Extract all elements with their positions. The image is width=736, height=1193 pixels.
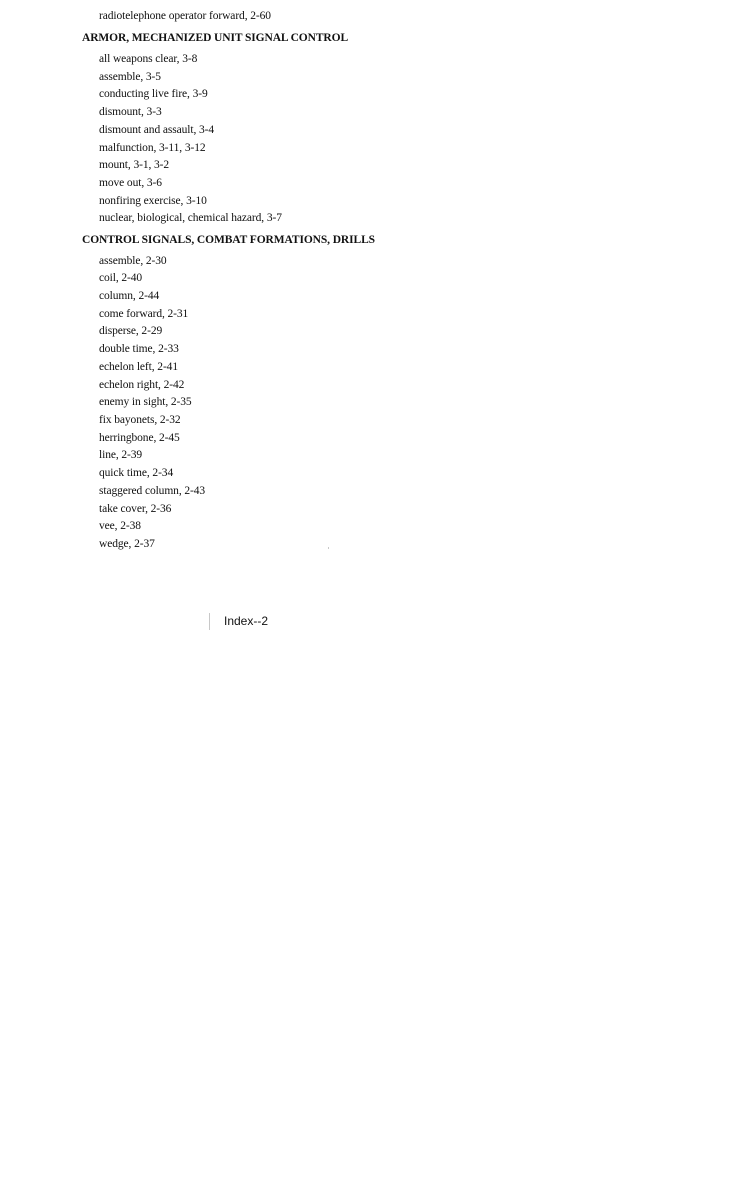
index-entry: wedge, 2-37	[99, 538, 155, 550]
section-heading: ARMOR, MECHANIZED UNIT SIGNAL CONTROL	[82, 32, 349, 44]
index-entry: herringbone, 2-45	[99, 432, 180, 444]
index-entry: enemy in sight, 2-35	[99, 396, 192, 408]
index-entry: dismount and assault, 3-4	[99, 124, 215, 136]
index-entry: assemble, 2-30	[99, 255, 167, 267]
scan-mark	[209, 613, 210, 630]
index-entry: mount, 3-1, 3-2	[99, 159, 170, 171]
index-entry: staggered column, 2-43	[99, 485, 206, 497]
section-heading: CONTROL SIGNALS, COMBAT FORMATIONS, DRILLS	[82, 234, 375, 246]
index-entry: vee, 2-38	[99, 520, 141, 532]
scan-mark	[328, 547, 329, 549]
index-entry: conducting live fire, 3-9	[99, 88, 208, 100]
index-entry: disperse, 2-29	[99, 325, 163, 337]
index-entry: dismount, 3-3	[99, 106, 162, 118]
index-entry: assemble, 3-5	[99, 71, 161, 83]
index-entry: malfunction, 3-11, 3-12	[99, 142, 206, 154]
index-entry: line, 2-39	[99, 449, 143, 461]
index-entry: all weapons clear, 3-8	[99, 53, 198, 65]
index-entry: coil, 2-40	[99, 272, 143, 284]
index-entry: radiotelephone operator forward, 2-60	[99, 10, 271, 22]
index-entry: come forward, 2-31	[99, 308, 189, 320]
index-entry: nonfiring exercise, 3-10	[99, 195, 207, 207]
index-entry: nuclear, biological, chemical hazard, 3-7	[99, 212, 282, 224]
index-entry: column, 2-44	[99, 290, 160, 302]
index-entry: quick time, 2-34	[99, 467, 174, 479]
index-entry: move out, 3-6	[99, 177, 162, 189]
index-entry: fix bayonets, 2-32	[99, 414, 181, 426]
page-number: Index--2	[224, 614, 269, 628]
index-entry: take cover, 2-36	[99, 503, 172, 515]
index-entry: echelon left, 2-41	[99, 361, 178, 373]
index-entry: echelon right, 2-42	[99, 379, 185, 391]
index-entry: double time, 2-33	[99, 343, 179, 355]
